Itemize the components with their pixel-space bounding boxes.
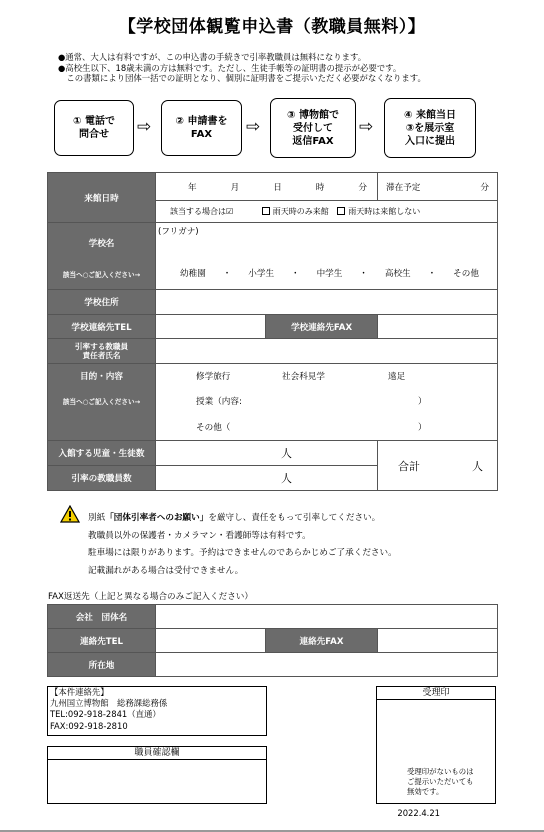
day-label: 日 <box>273 182 282 193</box>
receipt-label: 受理印 <box>377 687 495 700</box>
note-text: を厳守し、責任をもって引率してください。 <box>208 513 381 523</box>
option-junior-high[interactable]: 中学生 <box>316 269 343 279</box>
option-separator: ・ <box>359 269 368 279</box>
staff-count-field[interactable] <box>156 466 378 491</box>
option-other[interactable]: その他 <box>453 269 479 279</box>
school-name-label <box>48 223 156 290</box>
teacher-label-line1: 引率する教職員 <box>74 342 129 351</box>
step-2-fax: ② 申請書を FAX <box>161 100 242 156</box>
note-text: 別紙 <box>88 513 106 523</box>
address-field[interactable] <box>156 653 498 677</box>
instruction-notes <box>88 510 397 580</box>
note-line: 教職員以外の保護者・カメラマン・看護師等は有料です。 <box>88 530 311 541</box>
staff-check-box <box>47 746 267 804</box>
contact-tel-field[interactable] <box>156 629 266 653</box>
note-line <box>88 510 397 528</box>
school-tel-field[interactable] <box>156 315 266 339</box>
staff-count-label: 引率の教職員数 <box>48 466 156 491</box>
students-field[interactable] <box>156 441 378 466</box>
school-type-options[interactable] <box>180 267 479 279</box>
teacher-name-label <box>48 339 156 364</box>
contact-line: 【本件連絡先】 <box>50 687 109 697</box>
rain-no-checkbox[interactable] <box>337 207 345 215</box>
note-line: 駐車場には限りがあります。予約はできませんのであらかじめご了承ください。 <box>88 548 397 558</box>
revision-date: 2022.4.21 <box>397 808 440 818</box>
note-line: ●通常、大人は有料ですが、この申込書の手続きで引率教職員は無料になります。 <box>58 52 367 62</box>
purpose-label <box>48 364 156 441</box>
option-separator: ・ <box>427 269 437 279</box>
staff-count-unit: 人 <box>281 472 292 485</box>
note-line: 記載漏れがある場合は受付できません。 <box>88 565 244 576</box>
contact-fax-label: 連絡先FAX <box>266 629 378 653</box>
purpose-field[interactable] <box>156 364 498 441</box>
total-label: 合計 <box>398 459 421 473</box>
total-field[interactable] <box>378 441 498 491</box>
option-separator: ・ <box>291 269 300 279</box>
check-note: 該当する場合は☑ <box>170 207 234 216</box>
company-field[interactable] <box>156 605 498 629</box>
students-unit: 人 <box>281 447 292 460</box>
school-tel-label: 学校連絡先TEL <box>48 315 156 339</box>
rain-only-checkbox[interactable] <box>262 207 270 215</box>
total-unit: 人 <box>472 459 484 473</box>
teacher-name-field[interactable] <box>156 339 498 364</box>
option-high-school[interactable]: 高校生 <box>384 269 411 279</box>
note-line: ●高校生以下、18歳未満の方は無料です。ただし、生徒手帳等の証明書の提示が必要です。 <box>58 62 402 73</box>
company-label: 会社 団体名 <box>48 605 156 629</box>
school-name-field[interactable] <box>156 223 498 290</box>
school-fax-label: 学校連絡先FAX <box>266 315 378 339</box>
contact-line: FAX:092-918-2810 <box>50 720 128 731</box>
month-label: 月 <box>230 182 240 193</box>
arrow-icon: ⇨ <box>246 117 261 137</box>
contact-line: 九州国立博物館 総務課総務係 <box>50 698 168 709</box>
purpose-other[interactable]: その他（ <box>196 423 231 433</box>
visit-date-label: 来館日時 <box>48 173 156 223</box>
rain-options <box>156 201 498 223</box>
contact-tel-label: 連絡先TEL <box>48 629 156 653</box>
note-line: この書類により団体一括での証明となり、個別に証明書をご提示いただく必要がなくなります。 <box>58 73 426 84</box>
step-3-museum: ③ 博物館で 受付して 返信FAX <box>270 98 356 158</box>
warning-triangle-icon <box>60 505 80 527</box>
intro-notes <box>58 52 426 84</box>
stay-label: 滞在予定 <box>386 182 421 193</box>
minute-label: 分 <box>358 182 367 193</box>
fax-return-form <box>47 604 498 677</box>
school-name-text: 学校名 <box>88 239 115 249</box>
school-address-field[interactable] <box>156 290 498 315</box>
page-title: 【学校団体観覧申込書（教職員無料）】 <box>118 17 426 37</box>
arrow-icon: ⇨ <box>137 117 152 137</box>
request-doc-title: 「団体引率者へのお願い」 <box>105 513 209 523</box>
purpose-social[interactable]: 社会科見学 <box>282 372 325 382</box>
rain-no-label: 雨天時は来館しない <box>348 207 421 216</box>
furigana-label: (フリガナ) <box>158 227 199 237</box>
step-1-phone: ① 電話で 問合せ <box>54 100 134 156</box>
contact-line: TEL:092-918-2841（直通） <box>50 709 161 720</box>
application-form <box>47 172 498 491</box>
purpose-trip[interactable]: 修学旅行 <box>196 372 231 382</box>
receipt-stamp-box <box>376 686 496 804</box>
stay-time-field[interactable] <box>378 173 498 201</box>
stay-unit: 分 <box>480 182 490 193</box>
purpose-instruction: 該当へ○ご記入ください→ <box>62 398 141 406</box>
staff-check-label: 職員確認欄 <box>48 747 266 760</box>
purpose-class-close: ） <box>418 397 427 407</box>
purpose-class[interactable]: 授業（内容: <box>196 397 242 407</box>
school-address-label: 学校住所 <box>48 290 156 315</box>
option-elementary[interactable]: 小学生 <box>248 269 275 279</box>
hour-label: 時 <box>315 182 325 193</box>
purpose-excursion[interactable]: 遠足 <box>388 372 406 382</box>
year-label: 年 <box>188 182 197 193</box>
arrow-icon: ⇨ <box>359 117 374 137</box>
purpose-text: 目的・内容 <box>80 372 123 382</box>
contact-box <box>47 686 267 736</box>
students-label: 入館する児童・生徒数 <box>48 441 156 466</box>
receipt-note: 受理印がないものは ご提示いただいても 無効です。 <box>407 767 474 797</box>
step-4-visit: ④ 来館当日 ③を展示室 入口に提出 <box>384 98 476 158</box>
teacher-label-line2: 責任者氏名 <box>82 351 121 360</box>
contact-fax-field[interactable] <box>378 629 498 653</box>
visit-date-field[interactable] <box>156 173 378 201</box>
school-type-instruction: 該当へ○ご記入ください→ <box>62 271 141 279</box>
rain-only-label: 雨天時のみ来館 <box>272 207 329 216</box>
purpose-other-close: ） <box>418 423 427 433</box>
address-label: 所在地 <box>48 653 156 677</box>
option-separator: ・ <box>222 269 232 279</box>
fax-return-label: FAX返送先（上記と異なる場合のみご記入ください） <box>48 592 253 602</box>
school-fax-field[interactable] <box>378 315 498 339</box>
option-kindergarten[interactable]: 幼稚園 <box>180 269 206 279</box>
